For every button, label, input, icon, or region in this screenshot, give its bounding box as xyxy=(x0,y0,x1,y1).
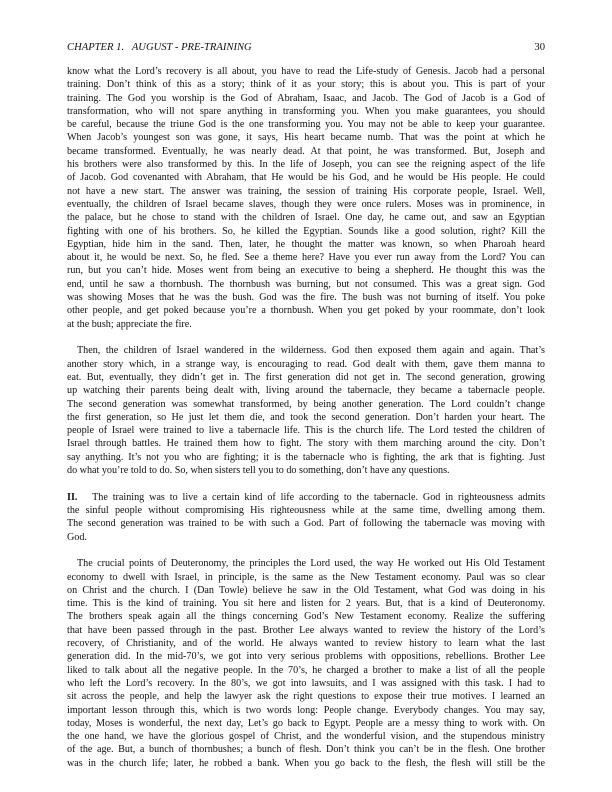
text-line xyxy=(67,171,545,184)
text-line xyxy=(67,92,545,105)
text-line xyxy=(67,384,545,397)
paragraph xyxy=(67,491,545,544)
text-line xyxy=(67,371,545,384)
running-header xyxy=(67,42,545,58)
text-line xyxy=(67,291,545,304)
line-text: became transformed. Eventually, he was nearly dead. At that point, he was transformed. But, Joseph and xyxy=(67,145,545,157)
line-text: the sinful people without compromising His righteousness while at the same time, dwelling among them. xyxy=(67,504,545,516)
text-line xyxy=(67,717,545,730)
line-text: end, until he saw a thornbush. The thornbush was burning, but not consumed. This was a great sign. God xyxy=(67,278,545,290)
line-text: at the bush; appreciate the fire. xyxy=(67,318,192,330)
line-text: liked to talk about all the negative people. In the 70’s, he charged a brother to make a list of all the people xyxy=(67,664,545,676)
line-text: say anything. It’s not you who are fighting; it is the tabernacle who is fighting, the ark that is fighting. Just xyxy=(67,451,545,463)
text-line xyxy=(67,264,545,277)
line-text: the one hand, we have the glorious gospel of Christ, and the wonderful vision, and the stupendous ministry xyxy=(67,731,545,743)
text-line xyxy=(67,424,545,437)
line-text: of Jacob. God covenanted with Abraham, that He would be his God, and he would be His people. He could xyxy=(67,172,545,184)
text-line xyxy=(67,690,545,703)
line-text: Israel through battles. He trained them how to fight. The story with them marching around the city. Don’t xyxy=(67,438,545,450)
text-line xyxy=(67,664,545,677)
line-text: his brothers were also transformed by this. In the life of Joseph, you can see the reigning aspect of the life xyxy=(67,159,545,171)
paragraph xyxy=(67,65,545,331)
line-text: run, but you can’t hide. Moses went from being an executive to being a shepherd. He thought this was the xyxy=(67,265,545,277)
line-text: God. xyxy=(67,531,87,543)
text-line xyxy=(67,531,545,544)
line-text: eat. But, eventually, they didn’t get in. The first generation did not get in. The second generation, growing xyxy=(67,371,545,383)
text-line xyxy=(67,318,545,331)
text-line xyxy=(67,557,545,570)
paragraph xyxy=(67,344,545,477)
text-line xyxy=(67,504,545,517)
line-text: economy to dwell with Israel, in principle, is the same as the New Testament economy. Paul was so clear xyxy=(67,571,545,583)
line-text: who left the Lord’s recovery. In the 80’s, we got into lawsuits, and I was assigned with this task. I had to xyxy=(67,677,545,689)
text-line xyxy=(67,571,545,584)
text-line xyxy=(67,105,545,118)
text-line xyxy=(67,251,545,264)
text-line xyxy=(67,624,545,637)
line-text: recovery, of Christianity, and of the world. He always wanted to review history to learn what the last xyxy=(67,638,545,650)
line-text: another story which, in a strange way, is encouraging to read. God dealt with them, gave them manna to xyxy=(67,358,545,370)
line-text: training. The God you worship is the God of Abraham, Isaac, and Jacob. The God of Jacob is a God of xyxy=(67,92,545,104)
line-text: When Jacob’s youngest son was gone, it says, His heart became numb. That was the point at which he xyxy=(67,132,545,144)
text-line xyxy=(67,597,545,610)
text-line xyxy=(67,451,545,464)
line-text: generation did. In the mid-70’s, we got into very serious problems with oppositions, rebellions. Brother Lee xyxy=(67,651,545,663)
line-text: know what the Lord’s recovery is all about, you have to read the Life-study of Genesis. Jacob had a personal xyxy=(67,66,545,77)
text-line xyxy=(67,743,545,756)
line-text: The second generation was somewhat transformed, by being another generation. The Lord couldn’t change xyxy=(67,398,545,410)
line-text: was showing Moses that he was the bush. God was the fire. The bush was not burning of itself. You poke xyxy=(67,292,545,304)
text-line xyxy=(67,158,545,171)
text-line xyxy=(67,398,545,411)
line-text: training. Don’t think of this as a story; think of it as your story; this is about you. This is part of your xyxy=(67,79,545,91)
line-text: The brothers speak again all the things concerning God’s New Testament economy. Realize the suffering xyxy=(67,611,545,623)
line-text: eventually, the children of Israel became slaves, though they were once rulers. Moses was in prominence, in xyxy=(67,198,545,210)
text-line xyxy=(67,517,545,530)
text-line xyxy=(67,358,545,371)
text-line xyxy=(67,344,545,357)
text-line xyxy=(67,304,545,317)
line-text: sit across the people, and help the lawyer ask the right questions to expose their true motives. I learned an xyxy=(67,691,545,703)
line-text: Then, the children of Israel wandered in the wilderness. God then exposed them again and again. That’s xyxy=(77,345,545,357)
text-line xyxy=(67,65,545,78)
text-line xyxy=(67,637,545,650)
text-line xyxy=(67,225,545,238)
line-text: transformation, who will not spare anything in transforming you. When you make guarantees, you should xyxy=(67,105,545,117)
text-line xyxy=(67,211,545,224)
paragraph xyxy=(67,557,545,770)
page-number: 30 xyxy=(534,42,545,53)
text-line xyxy=(67,198,545,211)
text-line xyxy=(67,704,545,717)
line-text: today, Moses is wonderful, the next day, Let’s go back to Egypt. People are a messy thing to work with. On xyxy=(67,717,545,729)
text-line xyxy=(67,677,545,690)
line-text: The crucial points of Deuteronomy, the principles the Lord used, the way He worked out His Old Testament xyxy=(77,558,545,570)
line-text: The training was to live a certain kind of life according to the tabernacle. God in righteousness admits xyxy=(92,491,546,503)
text-line xyxy=(67,278,545,291)
line-text: the palace, but he chose to stand with the children of Israel. One day, he came out, and saw an Egyptian xyxy=(67,212,545,224)
text-line xyxy=(67,118,545,131)
text-line xyxy=(67,757,545,770)
text-line xyxy=(67,437,545,450)
line-text: do what you’re told to do. So, when sisters tell you to do something, don’t have any questions. xyxy=(67,465,450,476)
text-line xyxy=(67,464,545,477)
line-text: people of Israel were trained to live a tabernacle life. This is the church life. The Lord tested the children of xyxy=(67,425,545,437)
line-text: was in the church life; later, he robbed a bank. When you go back to the flesh, the flesh will still be the xyxy=(67,757,545,769)
line-text: that have been passed through in the past. Brother Lee always wanted to review the history of the Lord’s xyxy=(67,624,545,636)
line-text: other people, and get poked because you’re a thornbush. When you get poked by your roommate, don’t look xyxy=(67,305,545,317)
text-line xyxy=(67,650,545,663)
text-line xyxy=(67,584,545,597)
line-text: be careful, because the triune God is the one transforming you. You may not be able to keep your guarantee. xyxy=(67,119,545,131)
text-line xyxy=(67,185,545,198)
text-line xyxy=(67,730,545,743)
text-line xyxy=(67,131,545,144)
line-text: Egyptian, hide him in the sand. Then, later, he thought the matter was known, so when Pharoah heard xyxy=(67,238,545,250)
line-text: The second generation was trained to be with such a God. Part of following the tabernacle was moving with xyxy=(67,518,545,530)
line-text: the first generation, so He just let them die, and took the second generation. Don’t harden your heart. The xyxy=(67,411,545,423)
text-line xyxy=(67,78,545,91)
text-line xyxy=(67,610,545,623)
line-text: not have a new start. The answer was training, the session of training His corporate people, Israel. Well, xyxy=(67,185,545,197)
text-line xyxy=(67,238,545,251)
line-text: on Christ and the church. I (Dan Towle) believe he saw in the Old Testament, what God was doing in his xyxy=(67,584,545,596)
chapter-title: CHAPTER 1. AUGUST - PRE-TRAINING xyxy=(67,42,252,53)
page-body xyxy=(67,65,545,783)
text-line xyxy=(67,491,545,504)
text-line xyxy=(67,411,545,424)
line-text: time. This is the kind of training. You sit here and listen for 2 years. But, that is a kind of Deuteronomy. xyxy=(67,598,545,610)
line-text: up watching their parents being dealt with, living around the tabernacle, they became a tabernacle people. xyxy=(67,385,545,397)
section-numeral: II. xyxy=(67,491,78,503)
line-text: of the age. But, a bunch of thornbushes; a bunch of flesh. Don’t think you can’t be in the flesh. One brother xyxy=(67,744,545,756)
line-text: about it, he would be next. So, he fled. See a theme here? Have you ever run away from the Lord? You can xyxy=(67,252,545,264)
line-text: important lesson through this, which is two words long: People change. Everybody changes. You may say, xyxy=(67,704,545,716)
line-text: fighting with one of his brothers. So, he killed the Egyptian. Sounds like a good solution, right? Kill the xyxy=(67,225,545,237)
text-line xyxy=(67,145,545,158)
